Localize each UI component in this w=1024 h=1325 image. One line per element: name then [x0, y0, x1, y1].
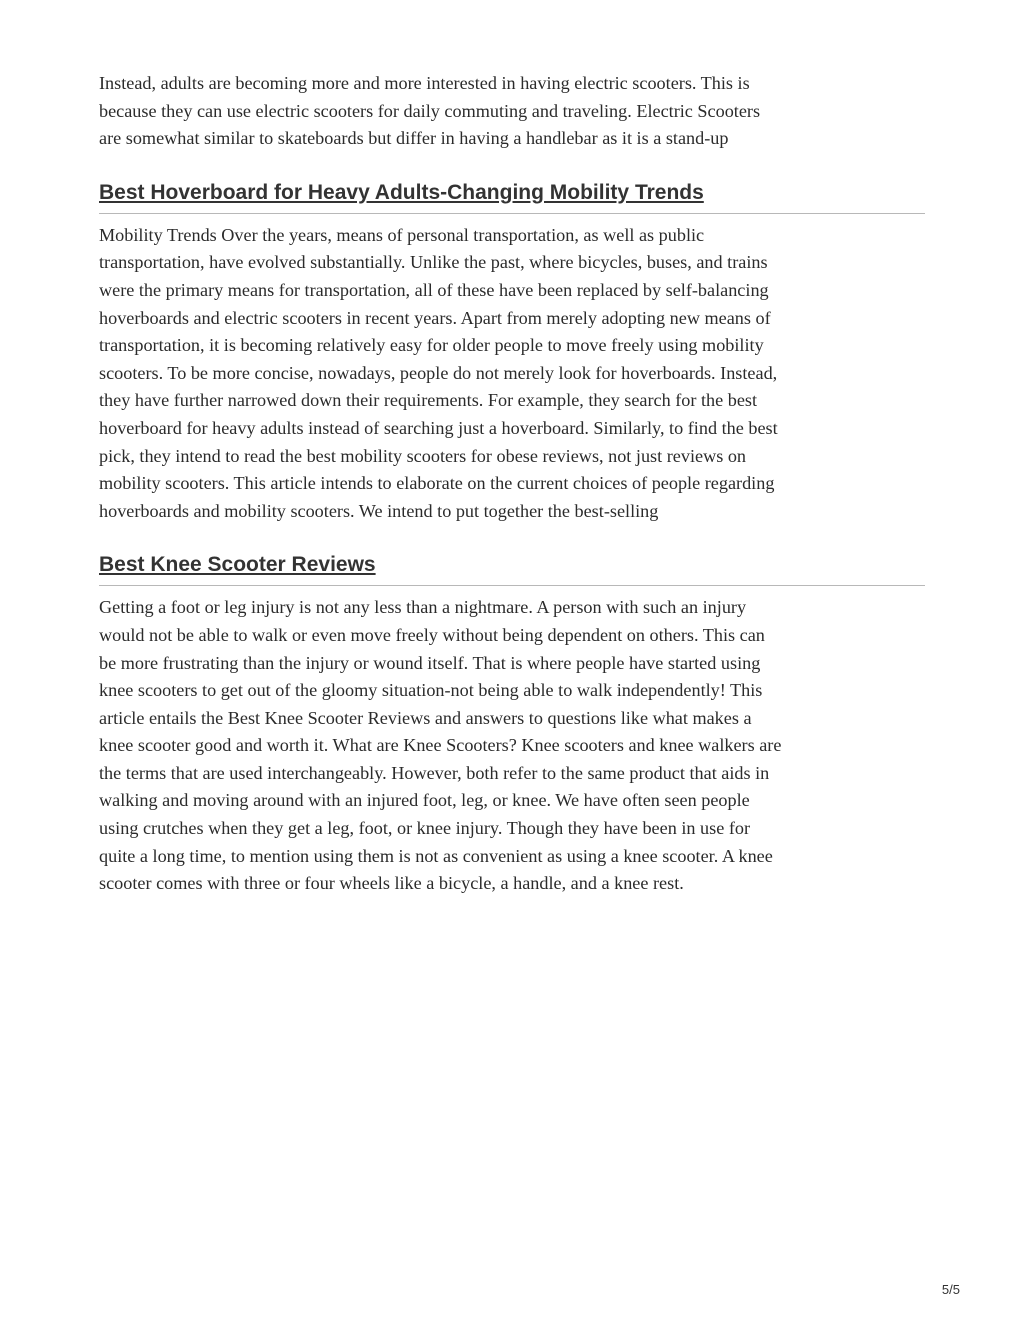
- text-line: walking and moving around with an injured foot, leg, or knee. We have often seen people: [99, 790, 750, 811]
- section-title-link[interactable]: Best Knee Scooter Reviews: [99, 553, 376, 577]
- text-line: they have further narrowed down their requirements. For example, they search for the best: [99, 390, 758, 411]
- text-line: mobility scooters. This article intends to elaborate on the current choices of people regarding: [99, 473, 775, 494]
- text-line: using crutches when they get a leg, foot, or knee injury. Though they have been in use for: [99, 818, 751, 839]
- section-title-link[interactable]: Best Hoverboard for Heavy Adults-Changing Mobility Trends: [99, 180, 704, 204]
- text-line: knee scooter good and worth it. What are Knee Scooters? Knee scooters and knee walkers are: [99, 735, 782, 756]
- section-paragraph: [99, 594, 925, 898]
- intro-paragraph: [99, 70, 925, 153]
- section-paragraph: [99, 222, 925, 526]
- text-line: hoverboard for heavy adults instead of searching just a hoverboard. Similarly, to find the best: [99, 417, 778, 438]
- text-line: pick, they intend to read the best mobility scooters for obese reviews, not just reviews on: [99, 445, 747, 466]
- section-knee-scooter: [99, 551, 925, 898]
- text-line: Instead, adults are becoming more and more interested in having electric scooters. This is: [99, 73, 750, 93]
- section-heading: [99, 551, 925, 586]
- text-line: are somewhat similar to skateboards but differ in having a handlebar as it is a stand-up: [99, 128, 729, 149]
- text-line: be more frustrating than the injury or wound itself. That is where people have started using: [99, 652, 761, 673]
- section-heading: [99, 179, 925, 214]
- text-line: because they can use electric scooters for daily commuting and traveling. Electric Scooters: [99, 100, 761, 121]
- text-line: scooters. To be more concise, nowadays, people do not merely look for hoverboards. Instead,: [99, 362, 778, 383]
- text-line: quite a long time, to mention using them is not as convenient as using a knee scooter. A knee: [99, 845, 773, 866]
- text-line: the terms that are used interchangeably. However, both refer to the same product that aids in: [99, 762, 770, 783]
- article-body: [99, 70, 925, 898]
- text-line: knee scooters to get out of the gloomy situation-not being able to walk independently! This: [99, 680, 763, 701]
- text-line: article entails the Best Knee Scooter Reviews and answers to questions like what makes a: [99, 707, 752, 728]
- text-line: scooter comes with three or four wheels like a bicycle, a handle, and a knee rest.: [99, 873, 684, 894]
- section-hoverboard: [99, 179, 925, 526]
- text-line: were the primary means for transportation, all of these have been replaced by self-balancing: [99, 279, 769, 300]
- text-line: hoverboards and electric scooters in recent years. Apart from merely adopting new means of: [99, 307, 771, 328]
- text-line: would not be able to walk or even move freely without being dependent on others. This can: [99, 624, 765, 645]
- text-line: transportation, it is becoming relatively easy for older people to move freely using mobility: [99, 335, 764, 356]
- text-line: transportation, have evolved substantially. Unlike the past, where bicycles, buses, and trains: [99, 252, 768, 273]
- text-line: hoverboards and mobility scooters. We intend to put together the best-selling: [99, 500, 659, 521]
- text-line: Mobility Trends Over the years, means of personal transportation, as well as public: [99, 224, 705, 245]
- page-number: 5/5: [941, 1282, 960, 1297]
- text-line: Getting a foot or leg injury is not any less than a nightmare. A person with such an injury: [99, 597, 747, 618]
